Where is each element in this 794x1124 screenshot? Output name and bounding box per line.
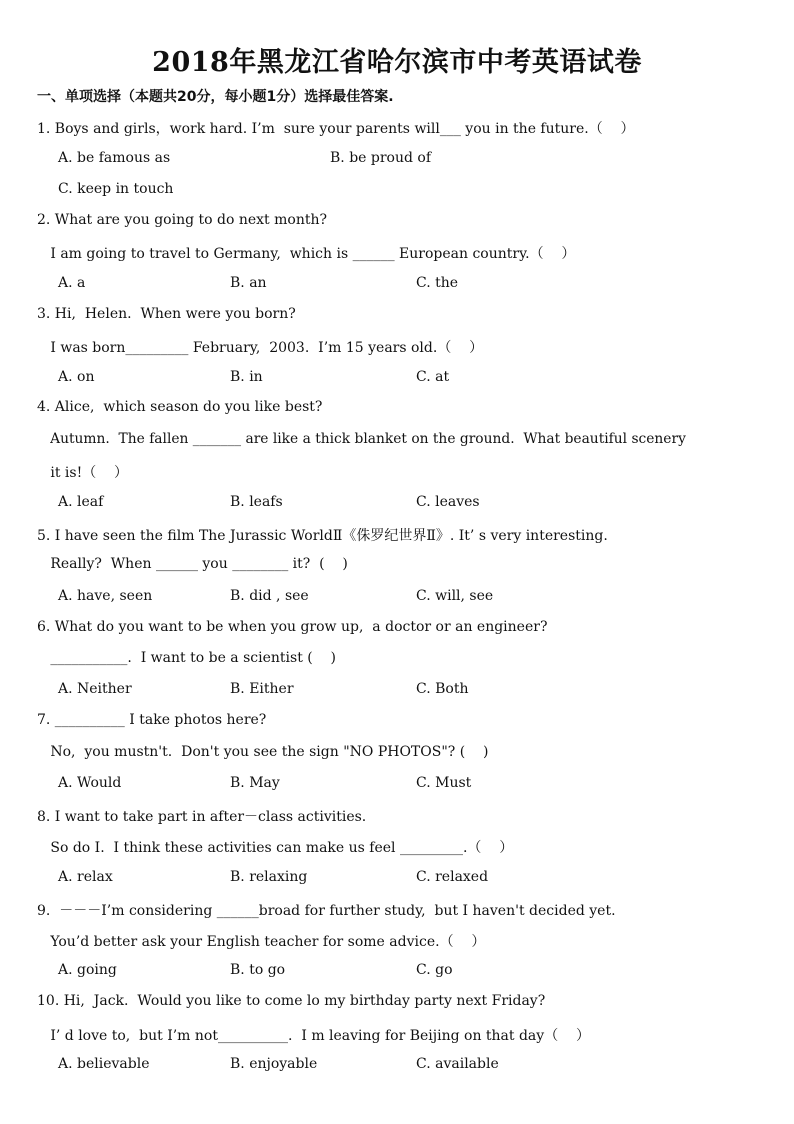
question-5-stem: 5. I have seen the film The Jurassic WorldⅡ《侏罗纪世界Ⅱ》. It’ s very interesting.: [37, 528, 608, 544]
section-heading: 一、单项选择（本题共20分，每小题1分）选择最佳答案.: [37, 89, 394, 105]
option-c: C. the: [416, 275, 459, 291]
option-b: B. did , see: [230, 588, 309, 604]
question-6-line: ___________. I want to be a scientist ( ): [37, 650, 336, 666]
question-10-line: I’ d love to, but I’m not__________. I m leaving for Beijing on that day（ ）: [37, 1028, 590, 1044]
question-7-stem: 7. __________ I take photos here?: [37, 712, 267, 728]
option-b: B. be proud of: [330, 150, 432, 166]
question-10-stem: 10. Hi, Jack. Would you like to come lo my birthday party next Friday?: [37, 993, 546, 1009]
option-c: C. Must: [416, 775, 472, 791]
option-a: A. on: [58, 369, 95, 385]
option-b: B. May: [230, 775, 280, 791]
question-8-line: So do I. I think these activities can make us feel _________.（ ）: [37, 840, 514, 856]
question-5-line: Really? When ______ you ________ it? ( ): [37, 556, 348, 572]
option-c: C. go: [416, 962, 453, 978]
option-c: C. will, see: [416, 588, 494, 604]
question-8-stem: 8. I want to take part in after－class activities.: [37, 809, 367, 825]
option-b: B. to go: [230, 962, 286, 978]
option-c: C. keep in touch: [58, 181, 174, 197]
question-4-line: Autumn. The fallen _______ are like a thick blanket on the ground. What beautiful scenery: [37, 431, 686, 447]
question-3-line: I was born_________ February, 2003. I’m 15 years old.（ ）: [37, 340, 484, 356]
option-a: A. leaf: [58, 494, 104, 510]
question-4-line: it is!（ ）: [37, 465, 128, 481]
question-4-stem: 4. Alice, which season do you like best?: [37, 399, 323, 415]
option-a: A. believable: [58, 1056, 150, 1072]
option-a: A. have, seen: [58, 588, 153, 604]
page-title: 2018年黑龙江省哈尔滨市中考英语试卷: [152, 47, 642, 78]
option-c: C. available: [416, 1056, 499, 1072]
question-3-stem: 3. Hi, Helen. When were you born?: [37, 306, 296, 322]
option-b: B. in: [230, 369, 263, 385]
question-7-line: No, you mustn't. Don't you see the sign "NO PHOTOS"? ( ): [37, 744, 489, 760]
option-b: B. an: [230, 275, 267, 291]
question-9-line: You’d better ask your English teacher for some advice.（ ）: [37, 934, 486, 950]
option-a: A. going: [58, 962, 117, 978]
option-a: A. Would: [58, 775, 122, 791]
option-a: A. relax: [58, 869, 113, 885]
option-a: A. a: [58, 275, 86, 291]
question-2-stem: 2. What are you going to do next month?: [37, 212, 328, 228]
option-c: C. at: [416, 369, 450, 385]
option-a: A. Neither: [58, 681, 132, 697]
option-b: B. Either: [230, 681, 294, 697]
question-2-line: I am going to travel to Germany, which is ______ European country.（ ）: [37, 246, 576, 262]
option-a: A. be famous as: [58, 150, 171, 166]
option-c: C. relaxed: [416, 869, 489, 885]
option-b: B. enjoyable: [230, 1056, 318, 1072]
question-6-stem: 6. What do you want to be when you grow up, a doctor or an engineer?: [37, 619, 548, 635]
option-b: B. leafs: [230, 494, 283, 510]
option-c: C. Both: [416, 681, 469, 697]
option-b: B. relaxing: [230, 869, 308, 885]
option-c: C. leaves: [416, 494, 480, 510]
question-9-stem: 9. －－－I’m considering ______broad for further study, but I haven't decided yet.: [37, 903, 616, 919]
question-1-stem: 1. Boys and girls，work hard. I’m sure your parents will___ you in the future.（ ）: [37, 121, 635, 137]
